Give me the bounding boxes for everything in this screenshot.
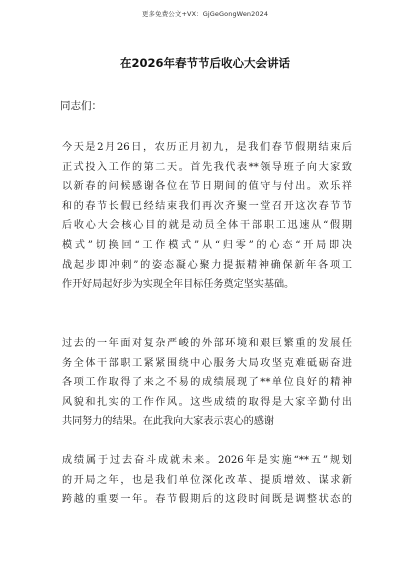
paragraph-line: 作开好局起好步为实现全年目标任务奠定坚实基础。	[62, 279, 295, 291]
document-title: 在2026年春节节后收心大会讲话	[119, 56, 290, 70]
paragraph-line: 务全体干部职工紧紧围绕中心服务大局攻坚克难砥砺奋进	[62, 357, 352, 369]
paragraph-2	[62, 334, 352, 432]
paragraph-line: 和的春节长假已经结束我们再次齐聚一堂召开这次春节节	[62, 200, 352, 212]
salutation: 同志们：	[60, 100, 102, 112]
paragraph-line: 的开局之年，也是我们单位深化改革、提质增效、谋求新	[62, 474, 352, 486]
paragraph-line: 各项工作取得了来之不易的成绩展现了**单位良好的精神	[62, 377, 352, 389]
paragraph-line: 正式投入工作的第二天。首先我代表**领导班子向大家致	[62, 161, 352, 173]
paragraph-line: 后收心大会核心目的就是动员全体干部职工迅速从“假期	[62, 220, 352, 232]
paragraph-3	[62, 451, 352, 510]
paragraph-line: 模式”切换回“工作模式”从“归零”的心态“开局即决	[62, 239, 352, 251]
page-header: 更多免费公文+VX：GjGeGongWen2024	[141, 10, 269, 18]
paragraph-line: 共同努力的结果。在此我向大家表示衷心的感谢	[62, 416, 274, 428]
paragraph-line: 以新春的问候感谢各位在节日期间的值守与付出。欢乐祥	[62, 181, 352, 193]
paragraph-line: 战起步即冲刺”的姿态凝心聚力提振精神确保新年各项工	[62, 259, 352, 271]
paragraph-line: 成绩属于过去奋斗成就未来。2026年是实施“**五”规划	[62, 455, 352, 466]
paragraph-line: 风貌和扎实的工作作风。这些成绩的取得是大家辛勤付出	[62, 396, 352, 408]
paragraph-line: 跨越的重要一年。春节假期后的这段时间既是调整状态的	[62, 494, 352, 506]
paragraph-line: 过去的一年面对复杂严峻的外部环境和艰巨繁重的发展任	[62, 338, 352, 349]
paragraph-line: 今天是2月26日，农历正月初九，是我们春节假期结束后	[62, 142, 352, 153]
paragraph-1	[62, 138, 352, 295]
